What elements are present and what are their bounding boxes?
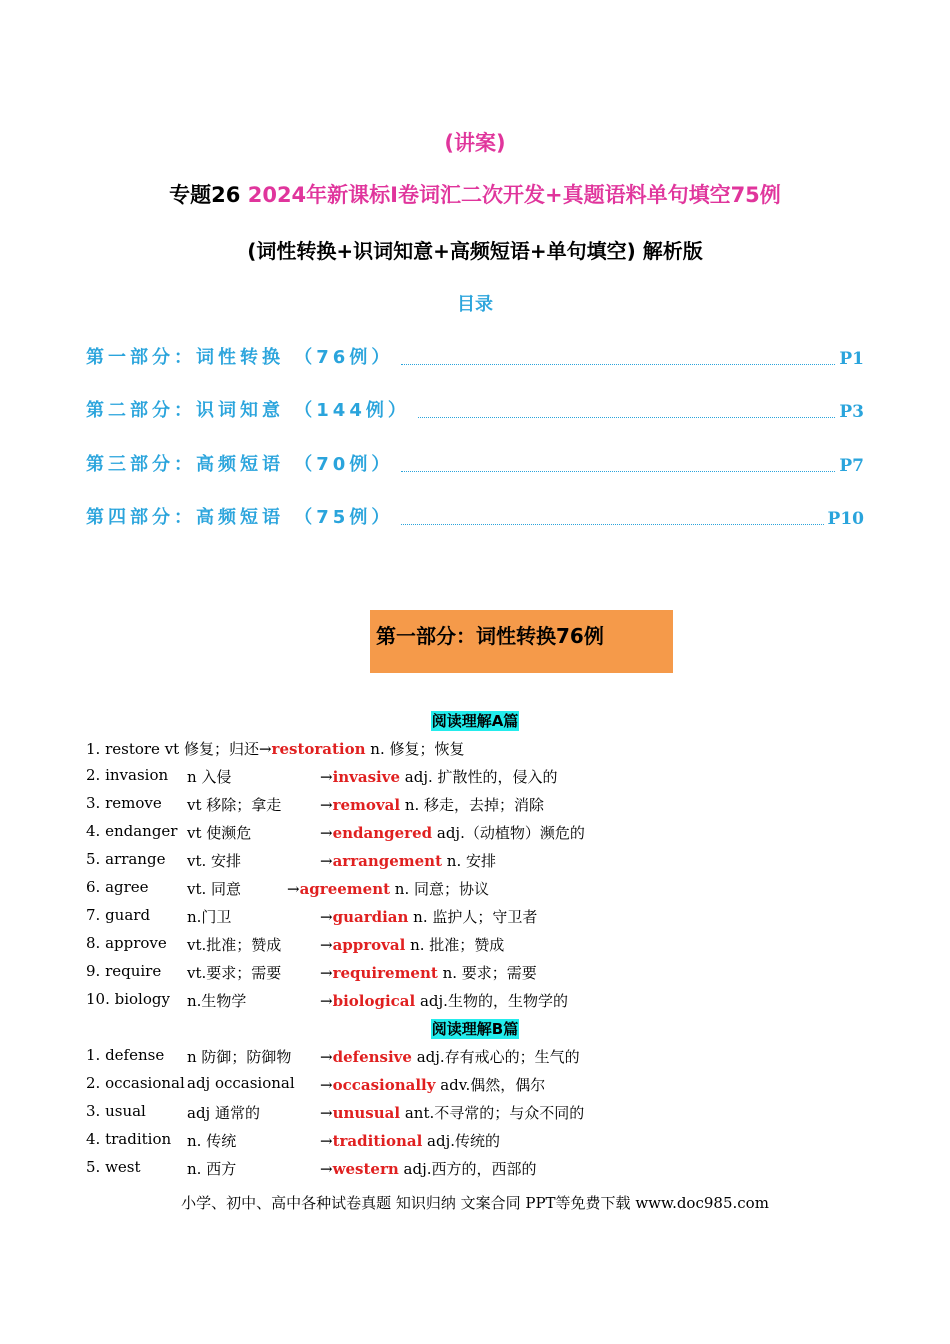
entry-derived [320,850,496,871]
entry-meaning: adv.偶然，偶尔 [435,1076,546,1094]
entry-base: 10. biology [86,990,170,1008]
entry-base: 1. restore vt 修复；归还→ [86,740,272,758]
entry-pos: vt. 同意 [187,880,242,898]
passage-heading [0,710,950,731]
entry-derived-word: traditional [332,1132,423,1150]
entry-pos: n 入侵 [187,768,232,786]
toc-item[interactable] [86,450,864,476]
list-item [86,738,886,760]
entry-meaning: n. 移走，去掉；消除 [400,796,545,814]
passage-heading-label: 阅读理解B篇 [431,1020,519,1038]
entry-base: 3. remove [86,794,162,812]
entry-meaning: n. 批准；赞成 [405,936,505,954]
entry-pos: adj 通常的 [187,1104,260,1122]
entry-pos: vt 使濒危 [187,824,252,842]
arrow-icon: → [320,796,333,814]
entry-derived-word: biological [332,992,416,1010]
toc-leader-dots [401,470,835,472]
entry-derived-word: requirement [332,964,438,982]
entry-derived-word: approval [332,936,406,954]
page-subtitle: (词性转换+识词知意+高频短语+单句填空) 解析版 [247,239,703,263]
arrow-icon: → [320,1076,333,1094]
entry-derived-word: guardian [332,908,409,926]
toc-heading: 目录 [457,294,493,315]
entry-meaning: adj.存有戒心的；生气的 [411,1048,580,1066]
entry-meaning: adj.传统的 [422,1132,501,1150]
entry-derived [287,878,489,899]
toc-item-label: 第三部分：高频短语 （70例） [86,454,394,475]
list-item [86,1158,886,1180]
entry-base: 5. west [86,1158,141,1176]
entry-pos: n. 传统 [187,1132,237,1150]
list-item [86,990,886,1012]
title-highlight: 2024年新课标I卷词汇二次开发+真题语料单句填空75例 [247,183,781,207]
entry-pos: vt.要求；需要 [187,964,282,982]
arrow-icon: → [320,768,333,786]
toc-leader-dots [418,416,836,418]
list-item [86,1102,886,1124]
footer: 小学、初中、高中各种试卷真题 知识归纳 文案合同 PPT等免费下载 www.doc985.com [181,1194,769,1212]
entry-base: 5. arrange [86,850,166,868]
list-item [86,878,886,900]
entry-derived-word: endangered [332,824,433,842]
arrow-icon: → [287,880,300,898]
arrow-icon: → [320,852,333,870]
entry-meaning: adj.生物的，生物学的 [415,992,568,1010]
entry-pos: adj occasional [187,1074,295,1092]
entry-meaning: n. 同意；协议 [390,880,489,898]
toc-item-label: 第一部分：词性转换 （76例） [86,347,394,368]
page-title [0,179,950,209]
entry-meaning: n. 修复；恢复 [365,740,465,758]
entry-derived [320,1158,537,1179]
list-item [86,934,886,956]
list-item [86,1074,886,1096]
arrow-icon: → [320,992,333,1010]
entry-meaning: n. 安排 [442,852,496,870]
toc-item-label: 第四部分：高频短语 （75例） [86,507,394,528]
lecture-tag: (讲案) [444,131,506,155]
entry-base: 4. endanger [86,822,178,840]
entry-meaning: adj.（动植物）濒危的 [432,824,585,842]
entry-derived [320,1046,580,1067]
entry-pos: n. 西方 [187,1160,237,1178]
entry-derived [320,822,585,843]
entry-pos: vt.批准；赞成 [187,936,282,954]
entry-derived [320,794,544,815]
passage-heading [0,1018,950,1039]
arrow-icon: → [320,964,333,982]
entry-base: 2. invasion [86,766,169,784]
entry-base: 2. occasional [86,1074,185,1092]
list-item [86,962,886,984]
entry-derived-word: invasive [332,768,401,786]
list-item [86,794,886,816]
entry-base: 6. agree [86,878,149,896]
entry-meaning: ant.不寻常的；与众不同的 [400,1104,585,1122]
list-item [86,766,886,788]
arrow-icon: → [320,1104,333,1122]
arrow-icon: → [320,824,333,842]
list-item [86,1046,886,1068]
entry-derived-word: agreement [299,880,391,898]
entry-derived-word: unusual [332,1104,401,1122]
entry-meaning: n. 监护人；守卫者 [408,908,538,926]
entry-derived [320,1102,584,1123]
entry-meaning: adj.西方的，西部的 [398,1160,537,1178]
entry-derived [320,1130,500,1151]
toc-item-page: P7 [839,456,864,476]
entry-derived [320,990,568,1011]
entry-derived-word: arrangement [332,852,443,870]
entry-base: 9. require [86,962,162,980]
toc-item-label: 第二部分：识词知意 （144例） [86,400,410,421]
section-banner [370,610,673,673]
arrow-icon: → [320,936,333,954]
list-item [86,822,886,844]
entry-base: 7. guard [86,906,151,924]
entry-pos: vt. 安排 [187,852,242,870]
entry-derived-word: defensive [332,1048,412,1066]
entry-base: 1. defense [86,1046,165,1064]
toc-item-page: P1 [839,349,864,369]
entry-pos: n 防御；防御物 [187,1048,292,1066]
toc-item[interactable] [86,396,864,422]
toc-leader-dots [401,363,835,365]
entry-line [86,738,465,759]
list-item [86,1130,886,1152]
list-item [86,850,886,872]
arrow-icon: → [320,1132,333,1150]
section-title: 第一部分：词性转换76例 [376,624,604,648]
entry-derived-word: occasionally [332,1076,436,1094]
entry-derived [320,934,504,955]
title-prefix: 专题26 [169,183,248,207]
entry-base: 3. usual [86,1102,146,1120]
list-item [86,906,886,928]
entry-base: 4. tradition [86,1130,172,1148]
entry-derived [320,962,537,983]
arrow-icon: → [320,1048,333,1066]
entry-derived-word: western [332,1160,399,1178]
passage-heading-label: 阅读理解A篇 [431,712,519,730]
entry-meaning: adj. 扩散性的，侵入的 [400,768,558,786]
entry-base: 8. approve [86,934,167,952]
arrow-icon: → [320,908,333,926]
arrow-icon: → [320,1160,333,1178]
entry-derived [320,766,558,787]
toc-item[interactable] [86,343,864,369]
entry-pos: n.生物学 [187,992,247,1010]
entry-pos: vt 移除；拿走 [187,796,282,814]
entry-pos: n.门卫 [187,908,232,926]
toc-item-page: P10 [827,509,864,529]
toc-item-page: P3 [839,402,864,422]
entry-derived [320,906,537,927]
toc-leader-dots [401,523,823,525]
entry-derived [320,1074,545,1095]
entry-derived-word: restoration [271,740,366,758]
entry-meaning: n. 要求；需要 [437,964,537,982]
toc-item[interactable] [86,503,864,529]
entry-derived-word: removal [332,796,401,814]
